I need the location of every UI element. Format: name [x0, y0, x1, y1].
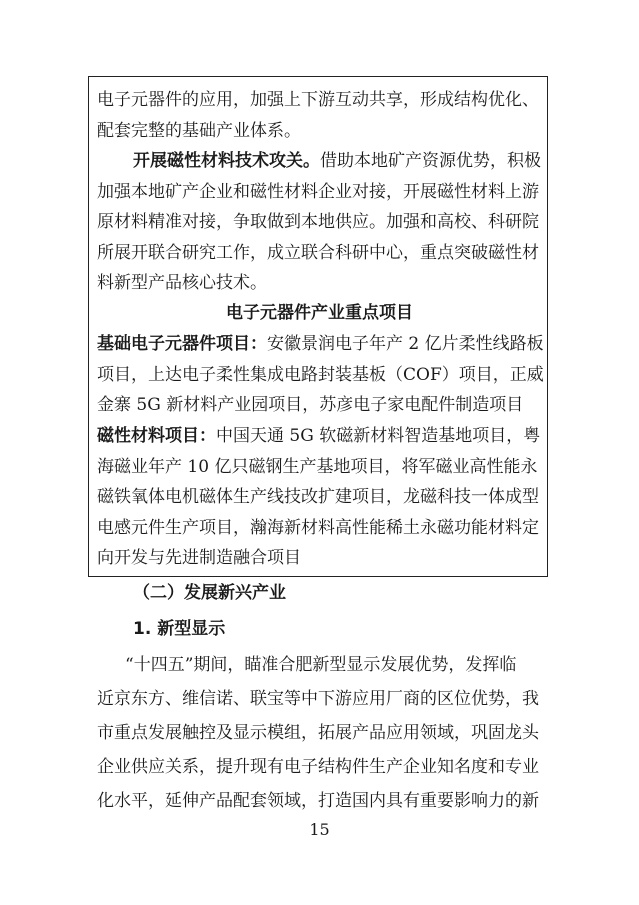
magnetic-paragraph-first-line — [133, 150, 541, 172]
project-line: 金寨 5G 新材料产业园项目，苏彦电子家电配件制造项目 — [97, 395, 524, 415]
box-paragraph-line: 配套完整的基础产业体系。 — [97, 121, 301, 141]
box-title: 电子元器件产业重点项目 — [226, 303, 413, 323]
box-paragraph-line: 加强本地矿产企业和磁性材料企业对接，开展磁性材料上游 — [97, 182, 539, 202]
body-line: 近京东方、维信诺、联宝等中下游应用厂商的区位优势，我 — [97, 689, 539, 709]
box-paragraph-line: 所展开联合研究工作，成立联合科研中心，重点突破磁性材 — [97, 243, 539, 263]
body-line: “十四五”期间，瞄准合肥新型显示发展优势，发挥临 — [125, 655, 517, 675]
box-paragraph-line: 料新型产品核心技术。 — [97, 273, 267, 293]
body-line: 企业供应关系，提升现有电子结构件生产企业知名度和专业 — [97, 757, 539, 777]
section-heading: （二）发展新兴产业 — [133, 583, 286, 603]
project-text: 中国天通 5G 软磁新材料智造基地项目，粤 — [216, 426, 541, 446]
basic-components-label: 基础电子元器件项目： — [97, 334, 267, 354]
project-text: 安徽景润电子年产 2 亿片柔性线路板 — [267, 334, 544, 354]
project-line: 项目，上达电子柔性集成电路封装基板（COF）项目，正威 — [97, 365, 544, 385]
project-line: 电感元件生产项目，瀚海新材料高性能稀土永磁功能材料定 — [97, 518, 539, 538]
magnetic-projects-label: 磁性材料项目： — [97, 426, 216, 446]
project-line: 磁铁氧体电机磁体生产线技改扩建项目，龙磁科技一体成型 — [97, 487, 539, 507]
box-paragraph-line: 原材料精准对接，争取做到本地供应。加强和高校、科研院 — [97, 212, 539, 232]
box-paragraph-line: 电子元器件的应用，加强上下游互动共享，形成结构优化、 — [97, 90, 539, 110]
project-line: 向开发与先进制造融合项目 — [97, 548, 301, 568]
project-line — [97, 425, 540, 447]
magnetic-text: 借助本地矿产资源优势，积极 — [320, 151, 541, 171]
magnetic-heading: 开展磁性材料技术攻关。 — [133, 151, 320, 171]
page-number: 15 — [309, 820, 330, 839]
body-line: 市重点发展触控及显示模组，拓展产品应用领域，巩固龙头 — [97, 723, 539, 743]
sub-heading: 1. 新型显示 — [133, 619, 226, 639]
body-line: 化水平，延伸产品配套领域，打造国内具有重要影响力的新 — [97, 791, 539, 811]
project-line — [97, 333, 544, 355]
project-line: 海磁业年产 10 亿只磁钢生产基地项目，将军磁业高性能永 — [97, 457, 538, 477]
